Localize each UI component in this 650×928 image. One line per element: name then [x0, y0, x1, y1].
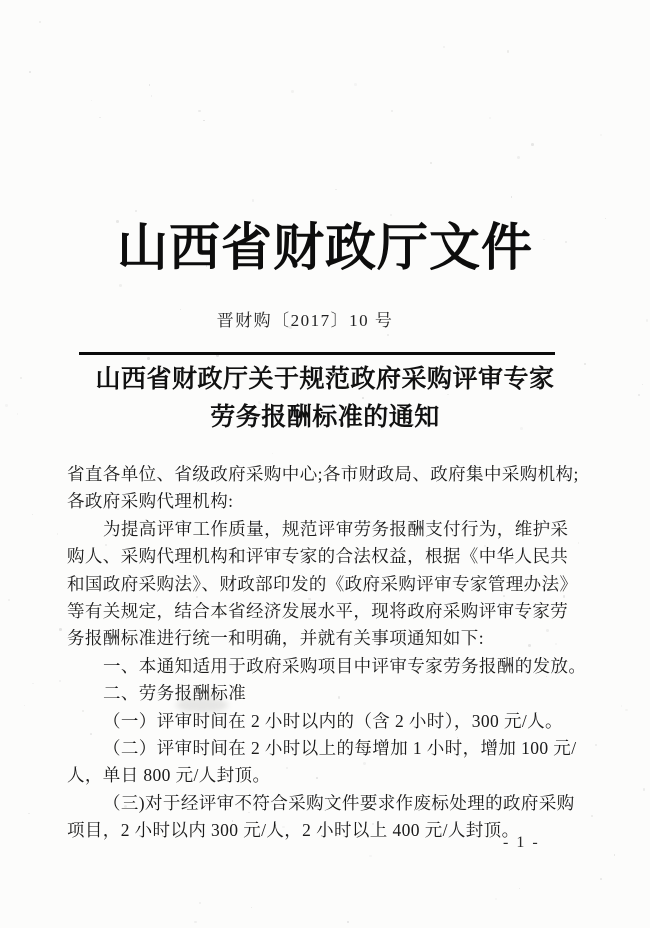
scan-speck	[151, 95, 152, 96]
scan-speck	[91, 100, 92, 101]
document-line: 务报酬标准进行统一和明确，并就有关事项通知如下:	[67, 628, 484, 649]
scan-speck	[32, 683, 33, 684]
scan-speck	[198, 110, 200, 112]
scan-speck	[32, 514, 33, 515]
scan-speck	[591, 815, 593, 817]
document-line: 二、劳务报酬标准	[103, 683, 247, 704]
document-line: 各政府采购代理机构:	[67, 491, 234, 512]
subject-title-line-2: 劳务报酬标准的通知	[210, 404, 440, 431]
scan-speck	[443, 46, 445, 48]
scan-speck	[39, 21, 41, 23]
scan-speck	[57, 533, 59, 535]
document-line: （二）评审时间在 2 小时以上的每增加 1 小时，增加 100 元/	[103, 738, 577, 759]
document-line: 省直各单位、省级政府采购中心;各市财政局、政府集中采购机构;	[67, 464, 579, 484]
scan-speck	[614, 854, 615, 855]
scan-speck	[147, 357, 150, 360]
scan-speck	[252, 199, 255, 202]
scan-speck	[600, 134, 602, 136]
document-line: 项目，2 小时以内 300 元/人，2 小时以上 400 元/人封顶。	[67, 820, 520, 841]
document-body	[67, 461, 587, 845]
scan-speck	[531, 143, 534, 146]
scan-speck	[489, 117, 491, 119]
scan-speck	[595, 744, 596, 745]
scan-speck	[391, 110, 393, 112]
scan-speck	[430, 162, 432, 164]
scan-speck	[646, 319, 648, 321]
page-number: - 1 -	[503, 834, 540, 851]
scan-speck	[59, 628, 62, 631]
document-line: 为提高评审工作质量，规范评审劳务报酬支付行为，维护采	[103, 518, 569, 539]
scan-speck	[511, 196, 513, 198]
scan-speck	[29, 71, 31, 73]
scan-speck	[519, 888, 521, 890]
scan-speck	[507, 50, 509, 52]
scan-speck	[272, 453, 273, 454]
scan-speck	[199, 902, 201, 904]
document-line: （三)对于经评审不符合采购文件要求作废标处理的政府采购	[103, 792, 575, 813]
document-line: （一）评审时间在 2 小时以内的（含 2 小时），300 元/人。	[103, 710, 563, 731]
scan-speck	[291, 90, 294, 93]
scan-speck	[24, 705, 25, 706]
scan-speck	[203, 120, 205, 122]
scan-speck	[99, 117, 101, 119]
scan-speck	[251, 907, 252, 908]
subject-title-line-1: 山西省财政厅关于规范政府采购评审专家	[95, 366, 555, 393]
subject-title	[0, 361, 650, 437]
scan-speck	[194, 921, 197, 924]
document-line: 人，单日 800 元/人封顶。	[67, 765, 271, 786]
scan-speck	[59, 680, 61, 682]
scan-speck	[387, 334, 389, 336]
document-line: 购人、采购代理机构和评审专家的合法权益，根据《中华人民共	[67, 546, 569, 567]
scan-speck	[625, 709, 628, 712]
scan-speck	[517, 156, 520, 159]
document-line: 等有关规定，结合本省经济发展水平，现将政府采购评审专家劳	[67, 601, 569, 622]
document-number: 晋财购〔2017〕10 号	[216, 311, 394, 330]
scan-speck	[621, 705, 622, 706]
scan-speck	[600, 878, 602, 880]
document-line: 一、本通知适用于政府采购项目中评审专家劳务报酬的发放。	[103, 655, 587, 676]
document-line: 和国政府采购法》、财政部印发的《政府采购评审专家管理办法》	[67, 573, 578, 594]
issuing-org-title: 山西省财政厅文件	[116, 221, 533, 277]
header-divider-rule	[79, 352, 555, 355]
scan-speck	[149, 84, 150, 85]
scan-speck	[643, 788, 646, 791]
scan-speck	[354, 83, 357, 86]
scan-speck	[369, 855, 372, 858]
scan-speck	[8, 599, 10, 601]
scan-speck	[495, 898, 497, 900]
scan-speck	[28, 813, 29, 814]
scan-speck	[335, 189, 336, 190]
scan-speck	[347, 921, 349, 923]
